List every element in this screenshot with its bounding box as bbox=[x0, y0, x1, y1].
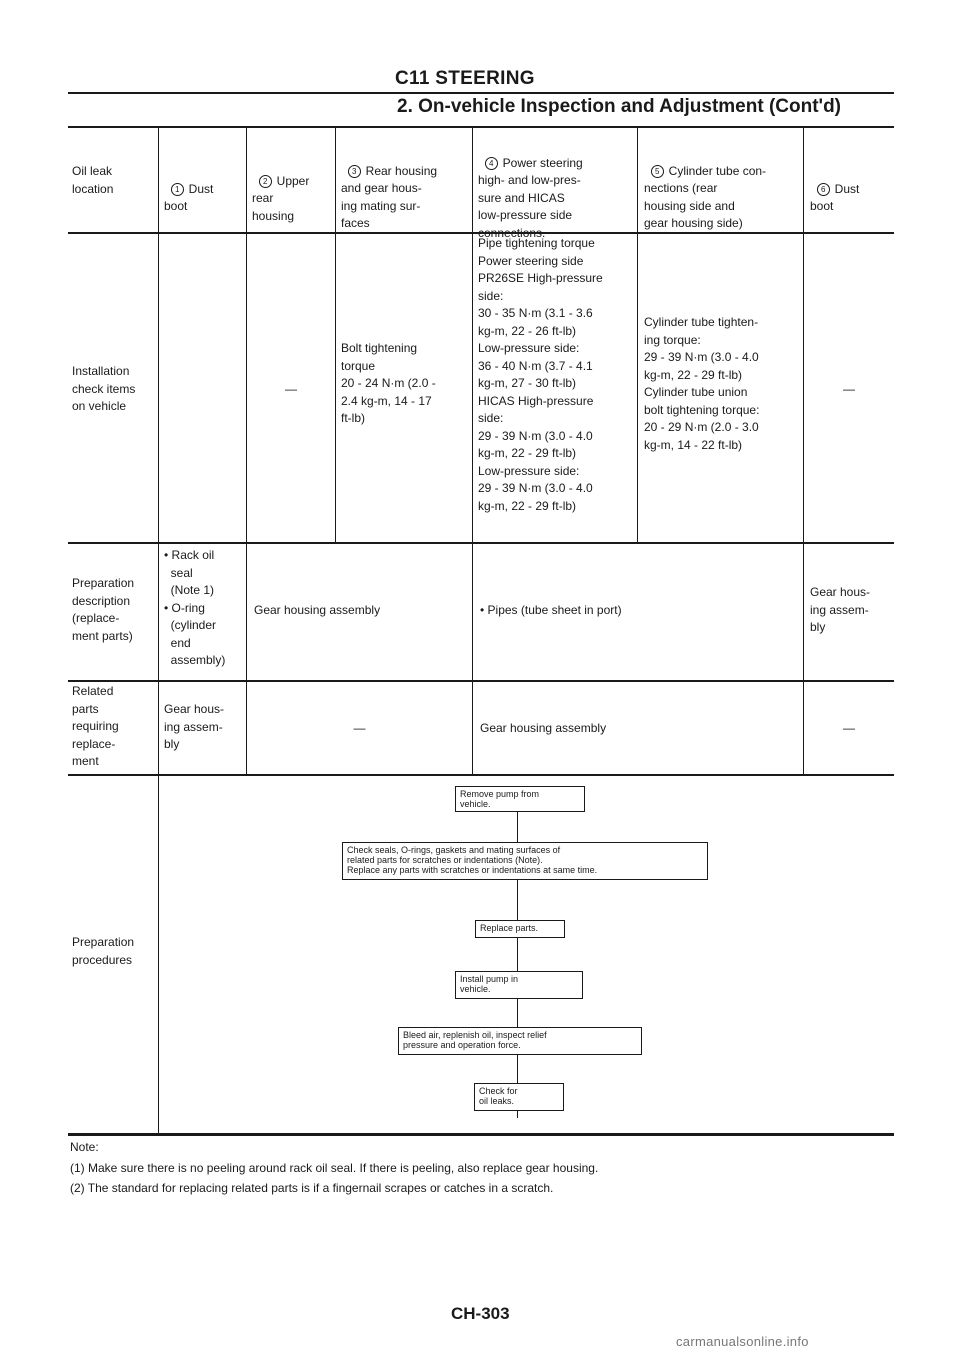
note-item-1: (1) Make sure there is no peeling around rack oil seal. If there is peeling, also replace gear housing. bbox=[70, 1161, 599, 1175]
flow-step-check-seals: Check seals, O-rings, gaskets and mating surfaces of related parts for scratches or indentations (Note). Replace any parts with scratches or indentations at same time. bbox=[342, 842, 708, 880]
related-col1: Gear hous- ing assem- bly bbox=[164, 702, 225, 751]
prep-desc-col6: Gear hous- ing assem- bly bbox=[810, 585, 871, 634]
flow-step-replace-parts: Replace parts. bbox=[475, 920, 565, 938]
row-label-installation: Installation check items on vehicle bbox=[72, 364, 136, 413]
col-header-label: Cylinder tube con- nections (rear housing side and gear housing side) bbox=[644, 163, 767, 230]
col-header-cylinder-tube-connections bbox=[644, 145, 766, 233]
flow-step-install-pump: Install pump in vehicle. bbox=[455, 971, 583, 999]
flow-step-check-leaks: Check for oil leaks. bbox=[474, 1083, 564, 1111]
page-title: C11 STEERING bbox=[395, 68, 535, 89]
watermark: carmanualsonline.info bbox=[676, 1334, 809, 1349]
row-label-preparation-description: Preparation description (replace- ment parts) bbox=[72, 576, 135, 643]
circled-number: 3 bbox=[348, 165, 361, 178]
installation-col4-pipe-torque: Pipe tightening torque Power steering side PR26SE High-pressure side: 30 - 35 N·m (3.1 - 3.6 kg-m, 22 - 26 ft-lb) Low-pressure side: 36 - 40 N·m (3.7 - 4.1 kg-m, 27 - 30 ft-lb) HICAS High-pressure side: 29 - 39 N·m (3.0 - 4.0 kg-m, 22 - 29 ft-lb) Low-pressure side: 29 - 39 N·m (3.0 - 4.0 kg-m, 22 - 29 ft-lb) bbox=[478, 236, 603, 513]
related-col45: Gear housing assembly bbox=[480, 721, 607, 735]
col-header-dust-boot-1 bbox=[164, 163, 213, 216]
col-header-label: Dust boot bbox=[164, 181, 214, 213]
col-header-label: Dust boot bbox=[810, 181, 860, 213]
flow-step-remove-pump: Remove pump from vehicle. bbox=[455, 786, 585, 812]
circled-number: 5 bbox=[651, 165, 664, 178]
prep-desc-col23: Gear housing assembly bbox=[254, 603, 381, 617]
flow-step-bleed-air: Bleed air, replenish oil, inspect relief pressure and operation force. bbox=[398, 1027, 642, 1055]
col-header-rear-housing-mating bbox=[341, 145, 437, 233]
prep-desc-col1: • Rack oil seal (Note 1) • O-ring (cylinder end assembly) bbox=[164, 548, 226, 667]
related-col6: — bbox=[843, 721, 855, 735]
installation-col6: — bbox=[843, 382, 855, 396]
installation-col3-bolt-torque: Bolt tightening torque 20 - 24 N·m (2.0 - 2.4 kg-m, 14 - 17 ft-lb) bbox=[341, 341, 436, 425]
installation-col5-cylinder-torque: Cylinder tube tighten- ing torque: 29 - 39 N·m (3.0 - 4.0 kg-m, 22 - 29 ft-lb) Cylinder tube union bolt tightening torque: 20 - 29 N·m (2.0 - 3.0 kg-m, 14 - 22 ft-lb) bbox=[644, 315, 760, 452]
note-item-2: (2) The standard for replacing related parts is if a fingernail scrapes or catches in a scratch. bbox=[70, 1181, 554, 1195]
col-header-upper-rear-housing bbox=[252, 155, 309, 225]
note-heading: Note: bbox=[70, 1140, 99, 1154]
circled-number: 4 bbox=[485, 157, 498, 170]
related-col23: — bbox=[353, 721, 366, 735]
col-header-power-steering-connections bbox=[478, 137, 583, 242]
header-rule bbox=[68, 92, 894, 94]
prep-desc-col45: • Pipes (tube sheet in port) bbox=[480, 603, 622, 617]
row-label-preparation-procedures: Preparation procedures bbox=[72, 935, 135, 967]
row-label-oil-leak: Oil leak location bbox=[72, 164, 114, 196]
table-top-rule bbox=[68, 126, 894, 128]
col-header-dust-boot-6 bbox=[810, 163, 859, 216]
circled-number: 2 bbox=[259, 175, 272, 188]
col-header-label: Rear housing and gear hous- ing mating sur- faces bbox=[341, 163, 438, 230]
col-header-label: Upper rear housing bbox=[252, 173, 310, 223]
circled-number: 1 bbox=[171, 183, 184, 196]
installation-col2: — bbox=[285, 382, 297, 396]
section-subtitle: 2. On-vehicle Inspection and Adjustment (Cont'd) bbox=[397, 96, 842, 117]
page-number: CH-303 bbox=[451, 1304, 510, 1323]
col-header-label: Power steering high- and low-pres- sure and HICAS low-pressure side connections. bbox=[478, 155, 583, 240]
circled-number: 6 bbox=[817, 183, 830, 196]
row-label-related-parts: Related parts requiring replace- ment bbox=[72, 684, 119, 768]
